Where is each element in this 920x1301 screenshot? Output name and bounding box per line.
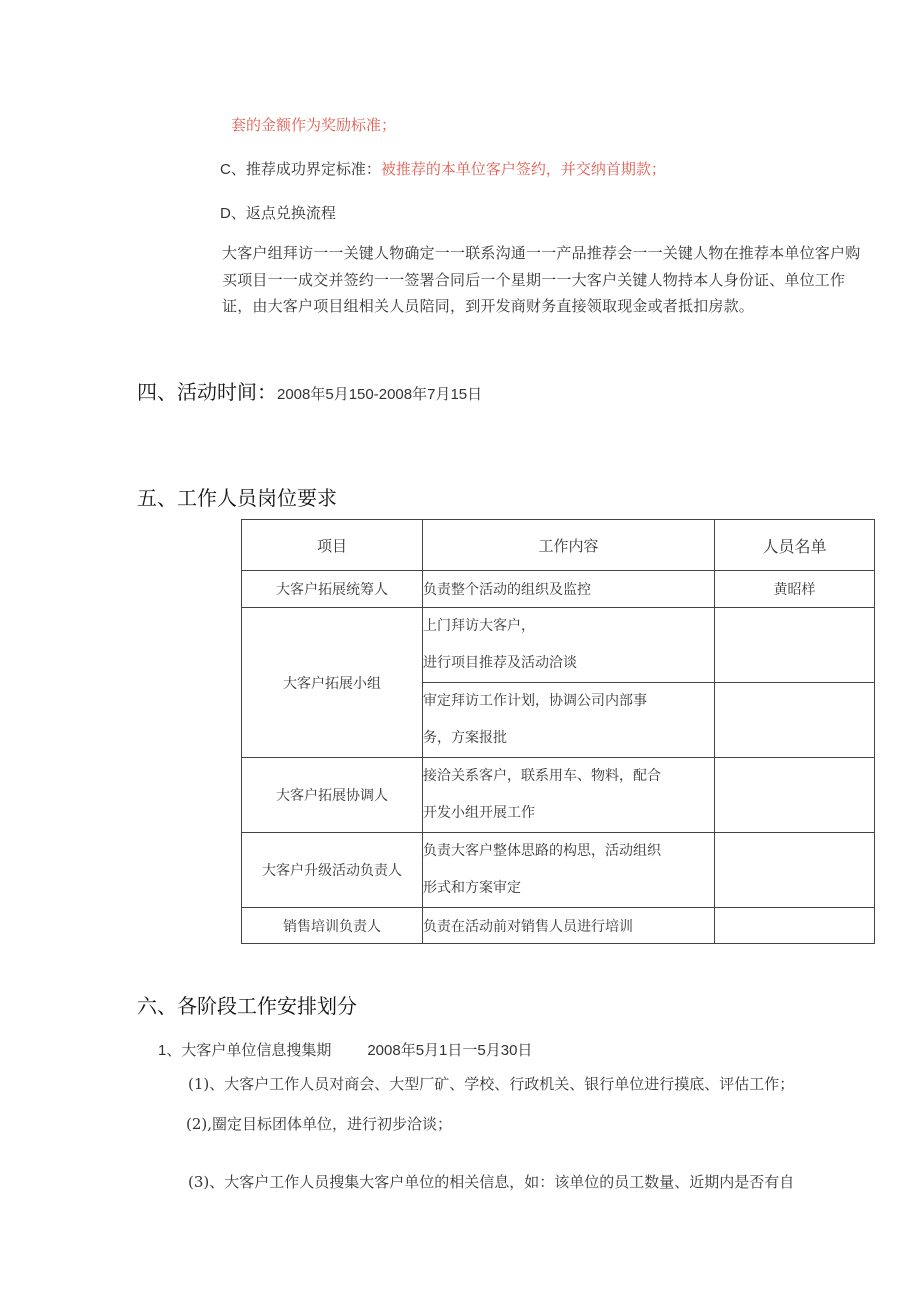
row-content-line: 进行项目推荐及活动洽谈: [423, 655, 577, 671]
row-content: [423, 758, 715, 833]
phase1-title: 1、大客户单位信息搜集期: [158, 1042, 332, 1059]
rebate-flow-paragraph: 大客户组拜访一一关键人物确定一一联系沟通一一产品推荐会一一关键人物在推荐本单位客户购买项目一一成交并签约一一签署合同后一个星期一一大客户关键人物持本人身份证、单位工作证，由大客户项目组相关人员陪同，到开发商财务直接领取现金或者抵扣房款。: [222, 244, 861, 315]
row-item: 大客户升级活动负责人: [242, 833, 423, 908]
activity-time-heading: 四、活动时间：: [137, 380, 277, 404]
row-staff: 黄昭样: [715, 571, 875, 608]
phase1-dates: 2008年5月1日一5月30日: [367, 1042, 533, 1059]
row-content-line: 负责大客户整体思路的构思，活动组织: [423, 843, 661, 859]
header-content: 工作内容: [423, 520, 715, 571]
row-content: [423, 608, 715, 683]
row-content: 负责整个活动的组织及监控: [423, 571, 715, 608]
row-content-line: 开发小组开展工作: [423, 805, 535, 821]
row-content-line: 上门拜访大客户，: [423, 618, 535, 634]
row-content: [423, 683, 715, 758]
table-header-row: [242, 520, 875, 571]
table-row: [242, 908, 875, 944]
row-staff: [715, 758, 875, 833]
success-criteria-label: C、推荐成功界定标准：: [220, 161, 381, 178]
staff-table: [241, 519, 875, 944]
success-criteria-value: 被推荐的本单位客户签约，并交纳首期款；: [380, 160, 666, 178]
staff-requirements-heading: 五、工作人员岗位要求: [137, 486, 337, 510]
rebate-flow-title: D、返点兑换流程: [220, 205, 336, 222]
activity-time-value: 2008年5月150-2008年7月15日: [277, 386, 483, 403]
table-row: [242, 833, 875, 908]
reward-standard-line: 套的金额作为奖励标准；: [231, 116, 397, 134]
header-item: 项目: [242, 520, 423, 571]
success-criteria-line: [220, 158, 666, 179]
row-staff: [715, 908, 875, 944]
phase1-item: (3)、大客户工作人员搜集大客户单位的相关信息，如：该单位的员工数量、近期内是否有自: [188, 1173, 795, 1191]
row-item: 销售培训负责人: [242, 908, 423, 944]
table-row: [242, 608, 875, 683]
row-staff: [715, 608, 875, 683]
phase-schedule-heading: 六、各阶段工作安排划分: [137, 994, 357, 1018]
row-content-line: 接洽关系客户，联系用车、物料，配合: [423, 768, 661, 784]
table-row: [242, 571, 875, 608]
row-content: 负责在活动前对销售人员进行培训: [423, 908, 715, 944]
row-staff: [715, 683, 875, 758]
row-content-line: 形式和方案审定: [423, 880, 521, 896]
row-content-line: 审定拜访工作计划，协调公司内部事: [423, 693, 647, 709]
activity-time-line: [137, 376, 482, 405]
table-row: [242, 758, 875, 833]
phase1-item: (2),圈定目标团体单位，进行初步洽谈；: [186, 1115, 453, 1133]
phase1-item: (1)、大客户工作人员对商会、大型厂矿、学校、行政机关、银行单位进行摸底、评估工作；: [188, 1075, 795, 1093]
row-item: 大客户拓展协调人: [242, 758, 423, 833]
row-content-line: 务，方案报批: [423, 730, 507, 746]
row-content: [423, 833, 715, 908]
phase1-line: [158, 1039, 532, 1060]
row-staff: [715, 833, 875, 908]
row-item: 大客户拓展统筹人: [242, 571, 423, 608]
header-staff: 人员名单: [715, 520, 875, 571]
row-item: 大客户拓展小组: [242, 608, 423, 758]
